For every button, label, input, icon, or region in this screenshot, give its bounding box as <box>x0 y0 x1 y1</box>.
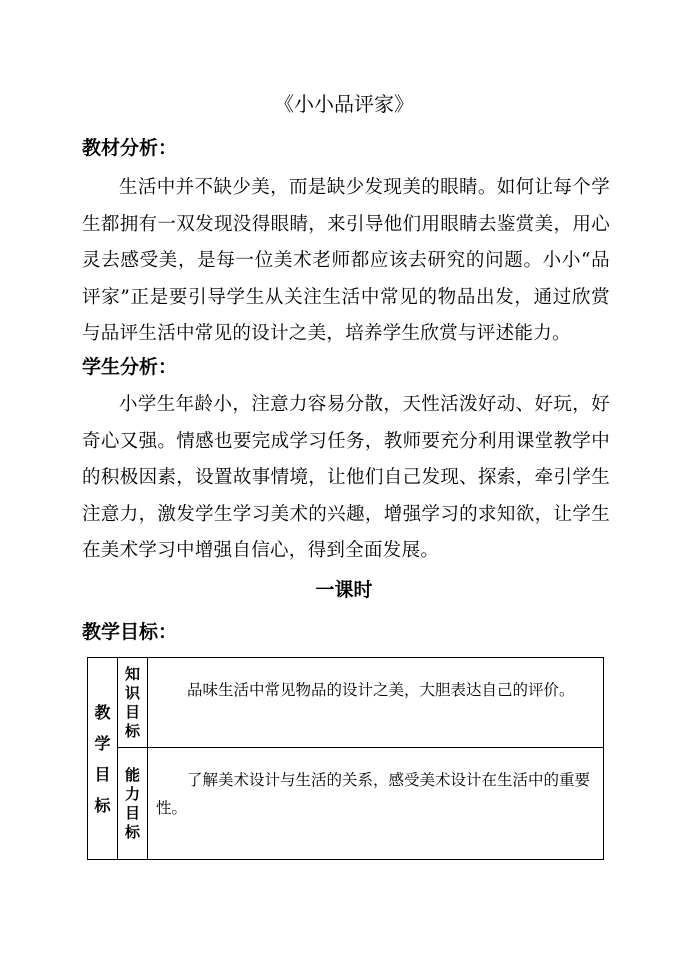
row-header-char: 目 <box>94 764 111 784</box>
row-header-char: 标 <box>94 795 111 815</box>
row-header-char: 学 <box>94 733 111 753</box>
teaching-goals-heading: 教学目标： <box>82 621 178 643</box>
ability-goal-row <box>88 748 604 860</box>
label-char: 目 <box>124 803 140 822</box>
label-char: 目 <box>124 702 140 721</box>
teaching-goals-table <box>87 657 604 860</box>
label-char: 能 <box>124 765 140 784</box>
label-char: 知 <box>124 664 140 683</box>
label-char: 力 <box>124 784 140 803</box>
label-char: 识 <box>124 683 140 702</box>
ability-goal-label <box>118 748 148 860</box>
goals-row-header <box>88 658 118 860</box>
ability-goal-text: 了解美术设计与生活的关系，感受美术设计在生活中的重要性。 <box>148 748 604 860</box>
knowledge-goal-row <box>88 658 604 748</box>
label-char: 标 <box>124 822 140 841</box>
knowledge-goal-label <box>118 658 148 748</box>
label-char: 标 <box>124 721 140 740</box>
material-analysis-text: 生活中并不缺少美，而是缺少发现美的眼睛。如何让每个学生都拥有一双发现没得眼睛，来引导他们用眼睛去鉴赏美，用心灵去感受美，是每一位美术老师都应该去研究的问题。小小“品评家”正是要引导学生从关注生活中常见的物品出发，通过欣赏与品评生活中常见的设计之美，培养学生欣赏与评述能力。 <box>82 177 610 344</box>
row-header-char: 教 <box>94 702 111 722</box>
material-analysis-heading: 教材分析： <box>82 137 178 159</box>
student-analysis-heading: 学生分析： <box>82 356 178 378</box>
document-title: 《小小品评家》 <box>274 92 414 116</box>
knowledge-goal-text: 品味生活中常见物品的设计之美，大胆表达自己的评价。 <box>148 658 604 748</box>
lesson-count-label: 一课时 <box>315 579 373 601</box>
student-analysis-text: 小学生年龄小，注意力容易分散，天性活泼好动、好玩，好奇心又强。情感也要完成学习任务，教师要充分利用课堂教学中的积极因素，设置故事情境，让他们自己发现、探索，牵引学生注意力，激发学生学习美术的兴趣，增强学习的求知欲，让学生在美术学习中增强自信心，得到全面发展。 <box>82 394 610 561</box>
